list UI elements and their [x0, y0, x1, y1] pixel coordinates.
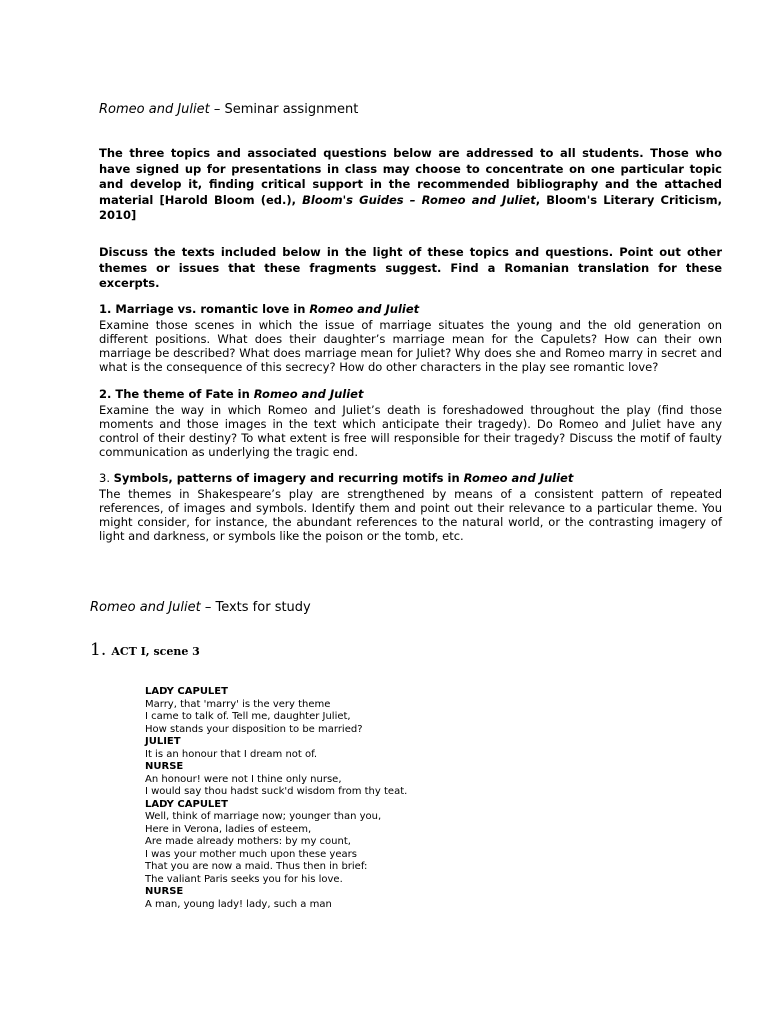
script-line: It is an honour that I dream not of.	[145, 748, 318, 760]
intro-text-end: , Bloom's Literary Criticism, 2010]	[99, 192, 722, 223]
intro-text: The three topics and associated questions below are addressed to all students. Those who have signed up for presentations in class may choose to concentrate on one particular topic and develop it, finding critical support in the recommended bibliography and the attached material [Harold Bloom (ed.),	[99, 146, 722, 207]
script-line: An honour! were not I thine only nurse,	[145, 773, 342, 785]
script-line: Are made already mothers: by my count,	[145, 836, 351, 847]
topic-3-body: The themes in Shakespeare’s play are strengthened by means of a consistent pattern of repeated references, of images and symbols. Identify them and point out their relevance to a particular theme. You might consider, for instance, the abundant references to the natural world, or the contrasting imagery of light and darkness, or symbols like the poison or the tomb, etc.	[99, 486, 722, 544]
act-label: ACT I, scene 3	[111, 645, 200, 658]
intro-paragraph	[99, 146, 722, 224]
topic-2-heading-play: Romeo and Juliet	[253, 387, 364, 401]
topic-1	[99, 302, 722, 374]
texts-title-rest: – Texts for study	[200, 600, 311, 615]
script-line: The valiant Paris seeks you for his love.	[145, 873, 343, 885]
speaker-name: NURSE	[145, 761, 184, 772]
script-line: A man, young lady! lady, such a man	[145, 898, 332, 910]
script-line: Well, think of marriage now; younger than you,	[145, 811, 382, 822]
speaker-name: LADY CAPULET	[145, 798, 228, 810]
script-excerpt	[145, 686, 407, 911]
topic-3-heading-num: 3.	[99, 471, 114, 485]
speaker-name: JULIET	[145, 736, 181, 747]
topic-2-heading	[99, 387, 722, 403]
topic-3	[99, 471, 722, 543]
script-line: Here in Verona, ladies of esteem,	[145, 823, 312, 835]
seminar-title	[99, 101, 358, 119]
speaker-name: LADY CAPULET	[145, 686, 228, 697]
speaker-name: NURSE	[145, 886, 184, 897]
seminar-title-play: Romeo and Juliet	[99, 102, 210, 117]
discuss-paragraph: Discuss the texts included below in the light of these topics and questions. Point out other themes or issues that these fragments suggest. Find a Romanian translation for these excerpts.	[99, 245, 722, 291]
intro-book-title: Bloom's Guides – Romeo and Juliet	[302, 192, 536, 207]
act-heading	[90, 640, 200, 660]
script-line: I was your mother much upon these years	[145, 848, 357, 860]
topic-2-body: Examine the way in which Romeo and Juliet’s death is foreshadowed throughout the play (find those moments and those images in the text which anticipate their tragedy). Do Romeo and Juliet have any control of their destiny? To what extent is free will responsible for their tragedy? Discuss the motif of faulty communication as underlying the tragic end.	[99, 402, 722, 460]
seminar-title-rest: – Seminar assignment	[209, 102, 359, 117]
script-line: Marry, that 'marry' is the very theme	[145, 698, 331, 710]
script-line: I came to talk of. Tell me, daughter Juliet,	[145, 711, 351, 722]
topic-1-heading-play: Romeo and Juliet	[309, 302, 420, 316]
topic-3-heading-text: Symbols, patterns of imagery and recurring motifs in	[113, 471, 464, 485]
script-line: That you are now a maid. Thus then in brief:	[145, 861, 368, 872]
topic-2-heading-text: 2. The theme of Fate in	[99, 387, 254, 401]
topic-1-heading	[99, 302, 722, 318]
texts-title	[90, 599, 311, 617]
topic-1-body: Examine those scenes in which the issue of marriage situates the young and the old generation on different positions. What does their daughter’s marriage mean for the Capulets? How can their own marriage be described? What does marriage mean for Juliet? Why does she and Romeo marry in secret and what is the consequence of this secrecy? How do other characters in the play see romantic love?	[99, 317, 722, 375]
topic-3-heading-play: Romeo and Juliet	[463, 471, 574, 485]
texts-title-play: Romeo and Juliet	[90, 600, 201, 615]
script-line: How stands your disposition to be married?	[145, 723, 363, 735]
topic-2	[99, 387, 722, 459]
act-number: 1.	[90, 640, 107, 660]
script-line: I would say thou hadst suck'd wisdom from thy teat.	[145, 786, 408, 797]
topic-1-heading-text: 1. Marriage vs. romantic love in	[99, 302, 310, 316]
topic-3-heading	[99, 471, 722, 487]
